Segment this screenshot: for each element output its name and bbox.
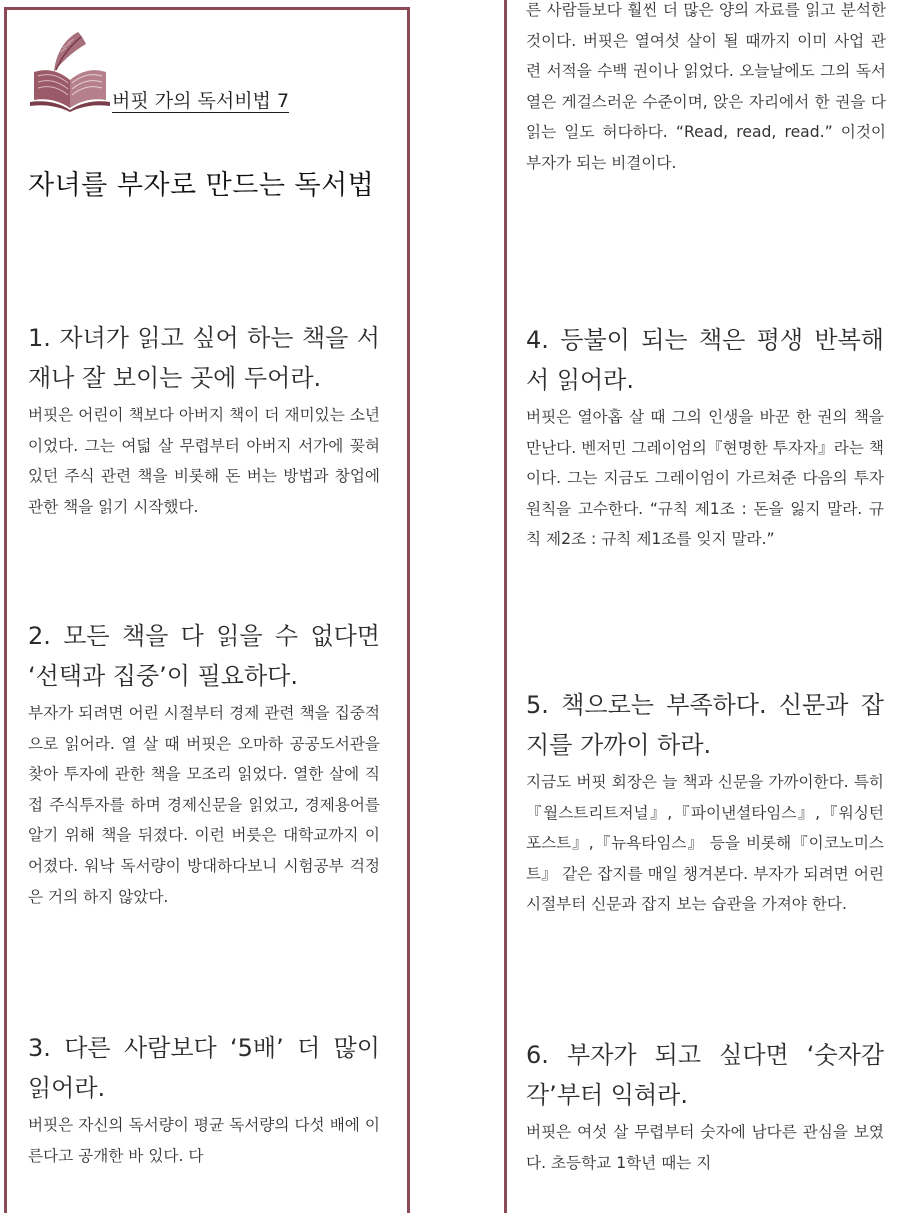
section-3 <box>28 1028 380 1171</box>
section-4 <box>526 320 884 555</box>
section-1 <box>28 318 380 522</box>
section-heading: 4. 등불이 되는 책은 평생 반복해서 읽어라. <box>526 326 884 394</box>
section-body: 버핏은 자신의 독서량이 평균 독서량의 다섯 배에 이른다고 공개한 바 있다. 다 <box>28 1116 380 1165</box>
section-heading: 5. 책으로는 부족하다. 신문과 잡지를 가까이 하라. <box>526 691 884 759</box>
section-body: 버핏은 어린이 책보다 아버지 책이 더 재미있는 소년이었다. 그는 여덟 살 무렵부터 아버지 서가에 꽂혀 있던 주식 관련 책을 비롯해 돈 버는 방법과 창업에 관한 책을 읽기 시작했다. <box>28 406 380 516</box>
section-body: 지금도 버핏 회장은 늘 책과 신문을 가까이한다. 특히『월스트리트저널』,『파이낸셜타임스』,『워싱턴포스트』,『뉴욕타임스』 등을 비롯해『이코노미스트』 같은 잡지를 매일 챙겨본다. 부자가 되려면 어린 시절부터 신문과 잡지 보는 습관을 가져야 한다. <box>526 773 884 914</box>
page-title: 자녀를 부자로 만드는 독서법 <box>28 170 375 201</box>
section-body: 버핏은 열아홉 살 때 그의 인생을 바꾼 한 권의 책을 만난다. 벤저민 그레이엄의『현명한 투자자』라는 책이다. 그는 지금도 그레이엄이 가르쳐준 다음의 투자 원칙을 고수한다. “규칙 제1조 : 돈을 잃지 말라. 규칙 제2조 : 규칙 제1조를 잊지 말라.” <box>526 408 884 549</box>
section-3-continued: 른 사람들보다 훨씬 더 많은 양의 자료를 읽고 분석한 것이다. 버핏은 열여섯 살이 될 때까지 이미 사업 관련 서적을 수백 권이나 읽었다. 오늘날에도 그의 독서열은 게걸스러운 수준이며, 앉은 자리에서 한 권을 다 읽는 일도 허다하다. “Read, read, read.” 이것이 부자가 되는 비결이다. <box>526 1 886 172</box>
section-5 <box>526 685 884 920</box>
section-heading: 3. 다른 사람보다 ‘5배’ 더 많이 읽어라. <box>28 1034 380 1102</box>
book-quill-icon <box>26 28 112 112</box>
section-heading: 2. 모든 책을 다 읽을 수 없다면 ‘선택과 집중’이 필요하다. <box>28 622 380 690</box>
section-body: 버핏은 여섯 살 무렵부터 숫자에 남다른 관심을 보였다. 초등학교 1학년 때는 지 <box>526 1123 884 1172</box>
section-body: 부자가 되려면 어린 시절부터 경제 관련 책을 집중적으로 읽어라. 열 살 때 버핏은 오마하 공공도서관을 찾아 투자에 관한 책을 모조리 읽었다. 열한 살에 직접 주식투자를 하며 경제신문을 읽었고, 경제용어를 알기 위해 책을 뒤졌다. 이런 버릇은 대학교까지 이어졌다. 워낙 독서량이 방대하다보니 시험공부 걱정은 거의 하지 않았다. <box>28 704 380 906</box>
section-2 <box>28 616 380 912</box>
right-column <box>504 0 916 1213</box>
series-header <box>26 28 386 118</box>
section-heading: 1. 자녀가 읽고 싶어 하는 책을 서재나 잘 보이는 곳에 두어라. <box>28 324 380 392</box>
section-heading: 6. 부자가 되고 싶다면 ‘숫자감각’부터 익혀라. <box>526 1041 884 1109</box>
section-6 <box>526 1035 884 1178</box>
series-title: 버핏 가의 독서비법 7 <box>112 90 290 112</box>
